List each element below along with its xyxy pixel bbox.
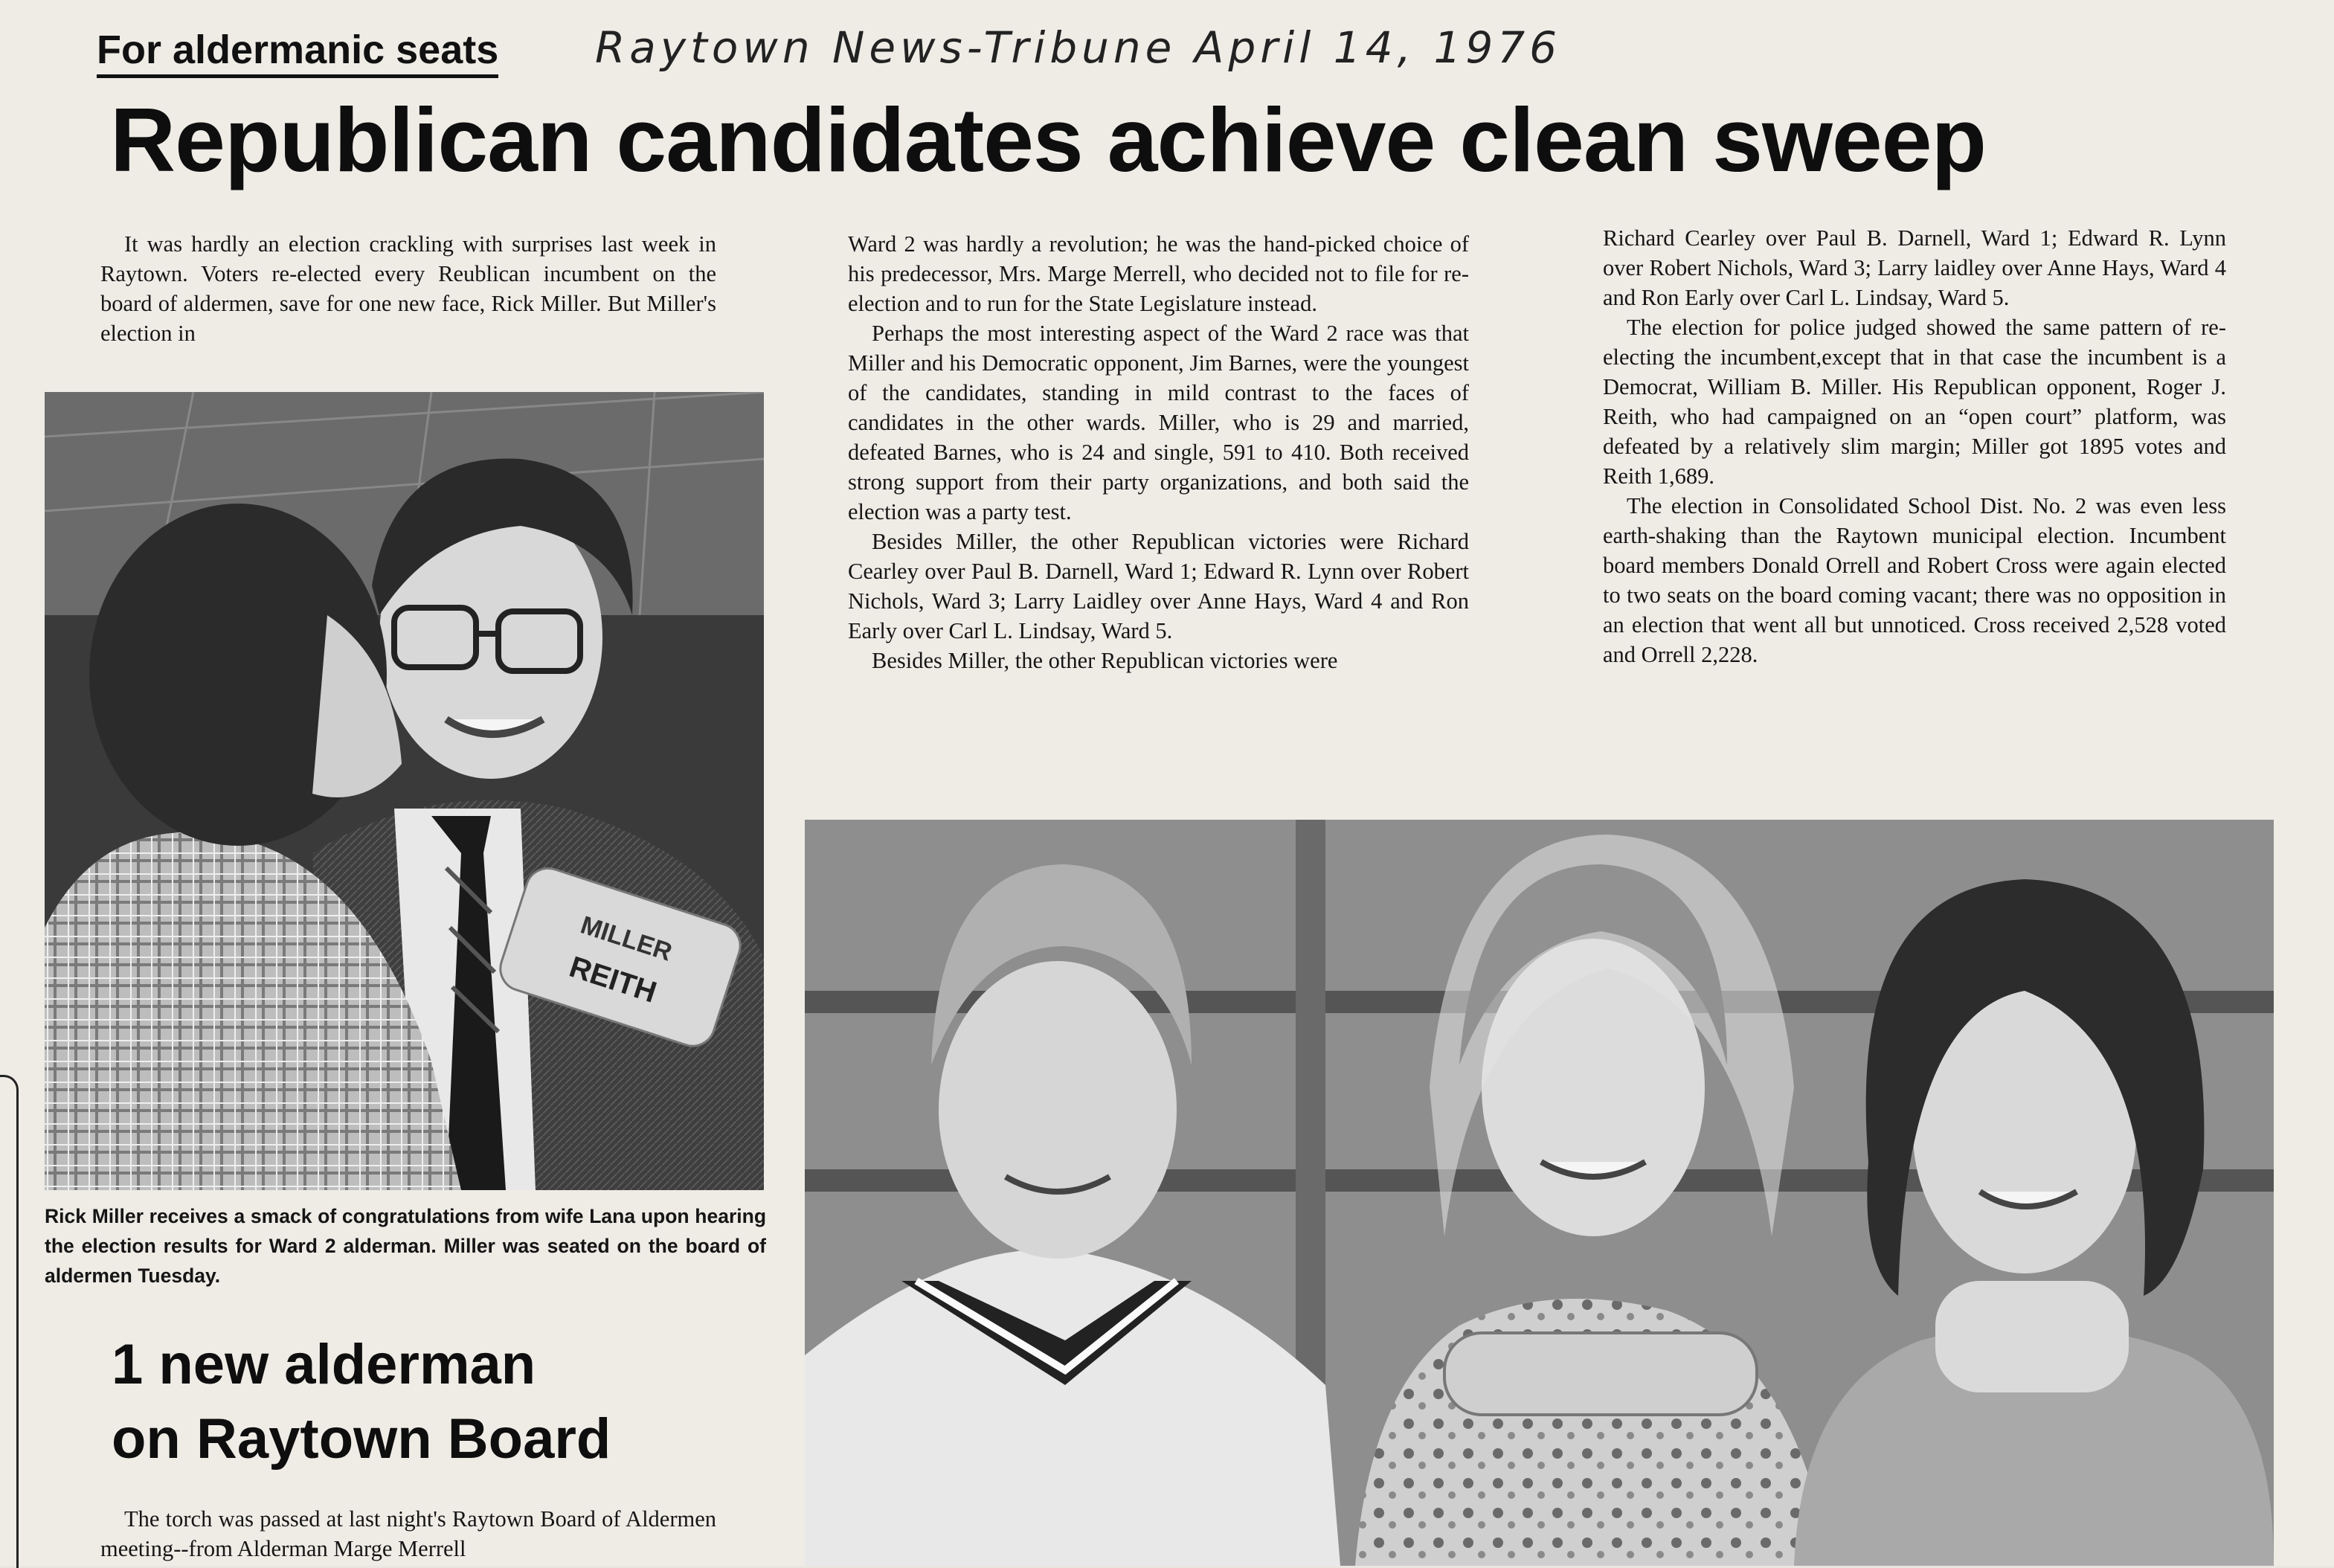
handwritten-source-note: Raytown News-Tribune April 14, 1976 xyxy=(595,22,1562,73)
photo-caption: Rick Miller receives a smack of congratulations from wife Lana upon hearing the election results for Ward 2 alderman. Miller was seated on the board of aldermen Tuesday. xyxy=(45,1205,766,1287)
sub-headline xyxy=(112,1328,781,1477)
sub-headline-line1: 1 new alderman xyxy=(112,1333,536,1396)
kicker: For aldermanic seats xyxy=(97,27,498,78)
paragraph: Ward 2 was hardly a revolution; he was the hand-picked choice of his predecessor, Mrs. Marge Merrell, who decided not to file for re-election and to run for the State Legislature instead. xyxy=(848,231,1469,316)
photo-rick-miller xyxy=(45,392,764,1190)
article-column-2 xyxy=(848,229,1469,675)
article-column-3 xyxy=(1603,223,2226,669)
paragraph: The torch was passed at last night's Raytown Board of Aldermen meeting--from Alderman Marge Merrell xyxy=(100,1506,716,1561)
paragraph: Perhaps the most interesting aspect of the Ward 2 race was that Miller and his Democratic opponent, Jim Barnes, were the youngest of the candidates, standing in mild contrast to the faces of candidates in the other wards. Miller, who is 29 and married, defeated Barnes, who is 24 and single, 591 to 410. Both received strong support from their party organizations, and both said the election was a party test. xyxy=(848,321,1469,524)
paragraph: It was hardly an election crackling with surprises last week in Raytown. Voters re-elected every Reublican incumbent on the board of aldermen, save for one new face, Rick Miller. But Miller's election in xyxy=(100,231,716,346)
paragraph: The election for police judged showed the same pattern of re-electing the incumbent,except that in that case the incumbent is a Democrat, William B. Miller. His Republican opponent, Roger J. Reith, who had campaigned on an “open court” platform, was defeated by a relatively slim margin; Miller got 1895 votes and Reith 1,689. xyxy=(1603,315,2226,489)
paragraph: Besides Miller, the other Republican victories were xyxy=(872,648,1338,673)
paragraph: The election in Consolidated School Dist. No. 2 was even less earth-shaking than the Raytown municipal election. Incumbent board members Donald Orrell and Robert Cross were again elected to two seats on the board coming vacant; there was no opposition in an election that went all but unnoticed. Cross received 2,528 voted and Orrell 2,228. xyxy=(1603,493,2226,667)
headline: Republican candidates achieve clean sweep xyxy=(110,89,1987,190)
badge-text-line1: MILLER xyxy=(576,910,676,967)
story2-body xyxy=(100,1504,716,1564)
photo-three-women xyxy=(805,820,2274,1566)
article-column-1 xyxy=(100,229,716,348)
sub-headline-line2: on Raytown Board xyxy=(112,1407,611,1471)
margin-bracket xyxy=(0,1075,19,1568)
badge-text-line2: REITH xyxy=(565,950,660,1009)
photo-three-women-illustration xyxy=(805,820,2274,1566)
photo-rick-miller-illustration xyxy=(45,392,764,1190)
paragraph: Richard Cearley over Paul B. Darnell, Ward 1; Edward R. Lynn over Robert Nichols, Ward 3; Larry laidley over Anne Hays, Ward 4 and Ron Early over Carl L. Lindsay, Ward 5. xyxy=(1603,225,2226,310)
paragraph: Besides Miller, the other Republican victories were Richard Cearley over Paul B. Darnell, Ward 1; Edward R. Lynn over Robert Nichols, Ward 3; Larry Laidley over Anne Hays, Ward 4 and Ron Early over Carl L. Lindsay, Ward 5. xyxy=(848,529,1469,643)
